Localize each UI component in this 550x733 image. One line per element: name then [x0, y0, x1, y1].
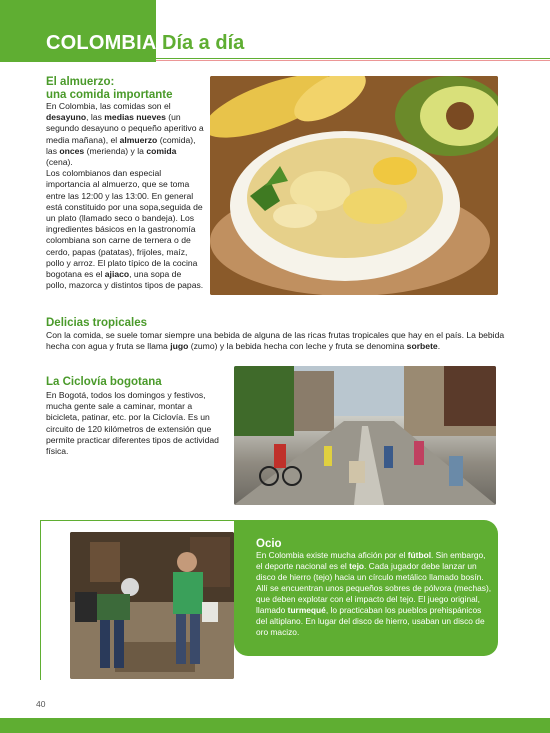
page-title: COLOMBIA: [46, 32, 157, 54]
ocio-frame-top: [40, 520, 235, 521]
header-rule-accent: [156, 60, 550, 61]
tejo-illustration: [70, 532, 234, 679]
text-run: Los colombianos dan especial importancia al almuerzo, que se toma entre las 12:00 y las 13:00. En general está constituido por una sopa,seguida de un plato (llamado seco o bandeja). Los ingredientes básicos en la gastronomía colombiana son carne de ternera o de cerdo, papas (patatas), frijoles, maíz, pollo y arroz. El plato típico de la cocina bogotana es el: [46, 168, 203, 280]
ajiaco-photo: [210, 76, 498, 295]
almuerzo-heading-line1: El almuerzo:: [46, 76, 115, 88]
term-desayuno: desayuno: [46, 112, 87, 123]
text-run: (cena).: [46, 157, 73, 168]
text-run: (comida), las: [46, 134, 196, 156]
term-medias-nueves: medias nueves: [104, 112, 166, 123]
text-run: , lo practicaban los pueblos prehispánicos del altiplano. En lugar del disco de hierro, usaban un disco de oro macizo.: [256, 605, 485, 637]
ajiaco-illustration: [210, 76, 498, 295]
header-rule: [156, 58, 550, 59]
text-run: . Sin embargo, el deporte nacional es el: [256, 550, 486, 571]
term-tejo: tejo: [349, 561, 365, 571]
delicias-heading: Delicias tropicales: [46, 317, 147, 329]
page-subtitle: Día a día: [162, 32, 245, 54]
text-run: .: [437, 341, 441, 352]
ocio-heading: Ocio: [256, 538, 282, 550]
text-run: , las: [86, 112, 105, 123]
page-number: 40: [36, 699, 46, 709]
text-run: . Cada jugador debe lanzar un disco de hierro (tejo) hacia un círculo metálico llamado bosín. Allí se encuentran unos pequeños sobres de pólvora (mechas), que deben explotar con el impacto del tejo. El juego original, llamado: [256, 561, 492, 615]
footer-bar: [0, 718, 550, 733]
tejo-photo: [70, 532, 234, 679]
text-run: (zumo) y la bebida hecha con leche y fruta se denomina: [188, 341, 407, 352]
term-almuerzo: almuerzo: [119, 134, 158, 145]
ciclovia-photo: [234, 366, 496, 505]
term-ajiaco: ajiaco: [104, 269, 130, 280]
text-run: Con la comida, se suele tomar siempre una bebida de alguna de las ricas frutas tropicales que hay en el país. La bebida hecha con agua y fruta se llama: [46, 330, 505, 352]
ciclovia-text: En Bogotá, todos los domingos y festivos, mucha gente sale a caminar, montar a bicicleta, patinar, etc. por la Ciclovía. Es un circuito de 120 kilómetros de extensión que permite practicar diferentes tipos de actividad física.: [46, 390, 219, 457]
almuerzo-heading-line2: una comida importante: [46, 89, 173, 101]
term-futbol: fútbol: [407, 550, 432, 560]
ciclovia-illustration: [234, 366, 496, 505]
ocio-text: [256, 550, 492, 638]
delicias-text: [46, 330, 506, 352]
ocio-frame-left: [40, 520, 41, 680]
term-jugo: jugo: [170, 341, 189, 352]
almuerzo-heading: [46, 76, 206, 102]
text-run: , una sopa de pollo, mazorca y distintos tipos de papas.: [46, 269, 204, 291]
term-onces: onces: [59, 145, 85, 156]
ciclovia-heading: La Ciclovía bogotana: [46, 376, 162, 388]
term-turmeque: turmequé: [287, 605, 326, 615]
text-run: (un segundo desayuno o pequeño aperitivo a media mañana), el: [46, 112, 204, 145]
text-run: (merienda) y la: [84, 145, 147, 156]
almuerzo-text: [46, 101, 204, 291]
term-sorbete: sorbete: [406, 341, 438, 352]
text-run: En Colombia existe mucha afición por el: [256, 550, 408, 560]
term-comida: comida: [146, 145, 177, 156]
text-run: En Colombia, las comidas son el: [46, 101, 171, 111]
